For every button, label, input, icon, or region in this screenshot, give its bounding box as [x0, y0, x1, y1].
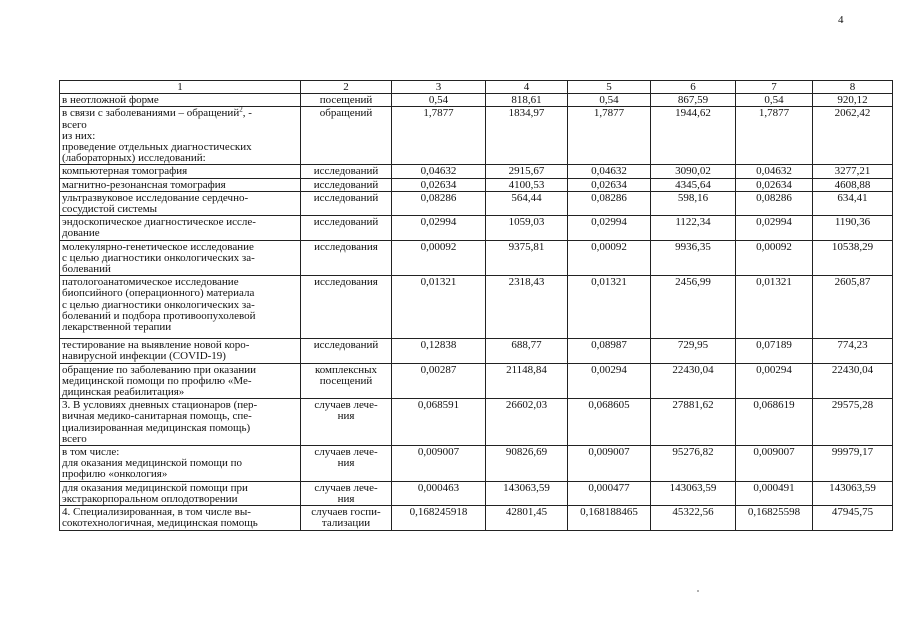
table-row [60, 481, 893, 505]
row-label-line: проведение отдельных диагностических [62, 141, 252, 154]
value-cell: 4608,88 [813, 178, 893, 191]
value-cell: 1190,36 [813, 216, 893, 240]
row-label-line: с целью диагностики онкологических за- [62, 298, 255, 311]
unit-cell [301, 94, 392, 107]
header-cell: 4 [486, 81, 568, 94]
row-label-line: циализированная медицинская помощь) [62, 421, 251, 434]
row-label [60, 399, 301, 446]
row-label-line: магнитно-резонансная томография [62, 178, 226, 191]
value-cell: 729,95 [651, 339, 736, 363]
value-cell: 0,08286 [736, 191, 813, 215]
value-cell: 0,02634 [568, 178, 651, 191]
row-label [60, 178, 301, 191]
row-label-line: 4. Специализированная, в том числе вы- [62, 506, 251, 519]
row-label-line: сосудистой системы [62, 203, 158, 216]
value-cell: 21148,84 [486, 363, 568, 399]
value-cell: 0,068619 [736, 399, 813, 446]
unit-line: исследований [313, 178, 379, 191]
value-cell: 0,068605 [568, 399, 651, 446]
value-cell: 0,00294 [736, 363, 813, 399]
value-cell: 2605,87 [813, 276, 893, 339]
value-cell: 0,00092 [568, 240, 651, 276]
row-label-line: для оказания медицинской помощи при [62, 481, 248, 494]
value-cell: 0,08286 [392, 191, 486, 215]
unit-line: исследований [313, 339, 379, 352]
table-row [60, 191, 893, 215]
value-cell: 564,44 [486, 191, 568, 215]
value-cell: 0,00092 [392, 240, 486, 276]
header-cell: 3 [392, 81, 486, 94]
row-label-line: ультразвуковое исследование сердечно- [62, 191, 249, 204]
value-cell: 143063,59 [651, 481, 736, 505]
row-label-line: для оказания медицинской помощи по [62, 457, 243, 470]
value-cell: 1834,97 [486, 107, 568, 165]
unit-line: ния [337, 492, 355, 505]
table-row [60, 107, 893, 165]
unit-cell [301, 481, 392, 505]
value-cell: 1059,03 [486, 216, 568, 240]
row-label-line: профилю «онкология» [62, 468, 168, 481]
value-cell: 0,009007 [568, 446, 651, 482]
value-cell: 2062,42 [813, 107, 893, 165]
unit-line: ния [337, 410, 355, 423]
row-label-line: обращение по заболеванию при оказании [62, 363, 257, 376]
value-cell: 3277,21 [813, 165, 893, 178]
row-label-line: компьютерная томография [62, 165, 188, 178]
unit-line: случаев лече- [314, 481, 378, 494]
unit-cell [301, 446, 392, 482]
value-cell: 0,04632 [736, 165, 813, 178]
value-cell: 90826,69 [486, 446, 568, 482]
row-label [60, 339, 301, 363]
row-label-line: сокотехнологичная, медицинская помощь [62, 517, 258, 530]
table-row [60, 399, 893, 446]
row-label [60, 363, 301, 399]
header-cell: 8 [813, 81, 893, 94]
value-cell: 0,168188465 [568, 506, 651, 530]
row-label-line: дицинская реабилитация» [62, 386, 185, 399]
value-cell: 0,000463 [392, 481, 486, 505]
value-cell: 27881,62 [651, 399, 736, 446]
header-cell: 5 [568, 81, 651, 94]
row-label-line: болеваний [62, 263, 111, 276]
table-row [60, 240, 893, 276]
unit-line: исследований [313, 165, 379, 178]
row-label-line: болеваний и подбора противоопухолевой [62, 309, 256, 322]
value-cell: 22430,04 [651, 363, 736, 399]
value-cell: 4100,53 [486, 178, 568, 191]
value-cell: 26602,03 [486, 399, 568, 446]
value-cell: 0,009007 [392, 446, 486, 482]
unit-line: случаев лече- [314, 446, 378, 459]
unit-cell [301, 178, 392, 191]
row-label-line: патологоанатомическое исследование [62, 276, 239, 289]
row-label-line: экстракорпоральном оплодотворении [62, 492, 238, 505]
value-cell: 920,12 [813, 94, 893, 107]
table-row [60, 506, 893, 530]
value-cell: 0,01321 [568, 276, 651, 339]
value-cell: 0,04632 [568, 165, 651, 178]
header-cell: 1 [60, 81, 301, 94]
value-cell: 29575,28 [813, 399, 893, 446]
value-cell: 0,01321 [392, 276, 486, 339]
value-cell: 0,068591 [392, 399, 486, 446]
value-cell: 9375,81 [486, 240, 568, 276]
value-cell: 1,7877 [568, 107, 651, 165]
row-label [60, 240, 301, 276]
row-label-line: эндоскопическое диагностическое иссле- [62, 216, 256, 229]
value-cell: 1122,34 [651, 216, 736, 240]
value-cell: 95276,82 [651, 446, 736, 482]
value-cell: 688,77 [486, 339, 568, 363]
value-cell: 0,000477 [568, 481, 651, 505]
value-cell: 143063,59 [486, 481, 568, 505]
value-cell: 42801,45 [486, 506, 568, 530]
header-row [60, 81, 893, 94]
row-label [60, 481, 301, 505]
value-cell: 0,02994 [736, 216, 813, 240]
unit-line: посещений [319, 94, 373, 107]
value-cell: 10538,29 [813, 240, 893, 276]
value-cell: 0,54 [568, 94, 651, 107]
value-cell: 774,23 [813, 339, 893, 363]
row-label-line: (лабораторных) исследований: [62, 152, 206, 165]
row-label [60, 446, 301, 482]
value-cell: 0,00294 [568, 363, 651, 399]
value-cell: 9936,35 [651, 240, 736, 276]
unit-cell [301, 339, 392, 363]
value-cell: 0,16825598 [736, 506, 813, 530]
row-label-line: биопсийного (операционного) материала [62, 287, 255, 300]
row-label-line: вичная медико-санитарная помощь, спе- [62, 410, 252, 423]
value-cell: 0,08987 [568, 339, 651, 363]
value-cell: 0,07189 [736, 339, 813, 363]
value-cell: 99979,17 [813, 446, 893, 482]
header-cell: 7 [736, 81, 813, 94]
row-label [60, 276, 301, 339]
value-cell: 0,02634 [736, 178, 813, 191]
value-cell: 0,000491 [736, 481, 813, 505]
scan-speck [697, 590, 699, 592]
header-cell: 6 [651, 81, 736, 94]
unit-cell [301, 363, 392, 399]
table-row [60, 165, 893, 178]
page-number: 4 [838, 14, 844, 26]
table-row [60, 276, 893, 339]
unit-cell [301, 506, 392, 530]
unit-line: исследований [313, 191, 379, 204]
value-cell: 22430,04 [813, 363, 893, 399]
value-cell: 867,59 [651, 94, 736, 107]
value-cell: 143063,59 [813, 481, 893, 505]
row-label-line: с целью диагностики онкологических за- [62, 251, 255, 264]
row-label [60, 165, 301, 178]
unit-cell [301, 191, 392, 215]
value-cell: 4345,64 [651, 178, 736, 191]
value-cell: 0,04632 [392, 165, 486, 178]
row-label [60, 107, 301, 165]
value-cell: 0,02994 [392, 216, 486, 240]
row-label-line: молекулярно-генетическое исследование [62, 240, 254, 253]
table-row [60, 216, 893, 240]
row-label-line: дование [62, 227, 100, 240]
row-label [60, 191, 301, 215]
unit-line: комплексных [314, 363, 378, 376]
value-cell: 0,12838 [392, 339, 486, 363]
unit-cell [301, 240, 392, 276]
value-cell: 0,08286 [568, 191, 651, 215]
value-cell: 2456,99 [651, 276, 736, 339]
unit-cell [301, 216, 392, 240]
row-label-line: тестирование на выявление новой коро- [62, 339, 250, 352]
unit-cell [301, 165, 392, 178]
unit-line: исследований [313, 216, 379, 229]
value-cell: 0,02994 [568, 216, 651, 240]
row-label-line: навирусной инфекции (COVID-19) [62, 350, 226, 363]
unit-cell [301, 399, 392, 446]
value-cell: 0,00092 [736, 240, 813, 276]
unit-line: случаев лече- [314, 399, 378, 412]
value-cell: 1,7877 [392, 107, 486, 165]
unit-line: посещений [319, 374, 373, 387]
value-cell: 3090,02 [651, 165, 736, 178]
unit-line: исследования [314, 240, 378, 253]
unit-line: тализации [321, 517, 371, 530]
row-label-line: в неотложной форме [62, 94, 159, 107]
value-cell: 0,00287 [392, 363, 486, 399]
row-label-text: , - [242, 107, 252, 120]
value-cell: 2318,43 [486, 276, 568, 339]
table-row [60, 339, 893, 363]
tariff-table [59, 80, 893, 531]
table-row [60, 94, 893, 107]
unit-line: ния [337, 457, 355, 470]
row-label [60, 216, 301, 240]
unit-line: случаев госпи- [311, 506, 381, 519]
header-cell: 2 [301, 81, 392, 94]
unit-line: исследования [314, 276, 378, 289]
value-cell: 818,61 [486, 94, 568, 107]
table-row [60, 363, 893, 399]
table-row [60, 178, 893, 191]
value-cell: 598,16 [651, 191, 736, 215]
row-label-line: всего [62, 432, 87, 445]
unit-line: обращений [319, 107, 373, 120]
value-cell: 0,02634 [392, 178, 486, 191]
value-cell: 1944,62 [651, 107, 736, 165]
row-label-line: лекарственной терапии [62, 321, 172, 334]
table-row [60, 446, 893, 482]
row-label-line: медицинской помощи по профилю «Ме- [62, 374, 252, 387]
value-cell: 0,01321 [736, 276, 813, 339]
value-cell: 0,54 [736, 94, 813, 107]
row-label-line: в том числе: [62, 446, 120, 459]
footnote-marker: 2 [239, 105, 243, 114]
value-cell: 47945,75 [813, 506, 893, 530]
row-label [60, 506, 301, 530]
row-label-text: в связи с заболеваниями – обращений [62, 107, 240, 120]
row-label-line [62, 105, 298, 120]
unit-cell [301, 276, 392, 339]
value-cell: 1,7877 [736, 107, 813, 165]
unit-cell [301, 107, 392, 165]
value-cell: 45322,56 [651, 506, 736, 530]
row-label [60, 94, 301, 107]
value-cell: 2915,67 [486, 165, 568, 178]
value-cell: 634,41 [813, 191, 893, 215]
row-label-line: всего [62, 118, 87, 131]
row-label-line: из них: [62, 129, 96, 142]
row-label-line: 3. В условиях дневных стационаров (пер- [62, 399, 258, 412]
value-cell: 0,54 [392, 94, 486, 107]
value-cell: 0,168245918 [392, 506, 486, 530]
value-cell: 0,009007 [736, 446, 813, 482]
